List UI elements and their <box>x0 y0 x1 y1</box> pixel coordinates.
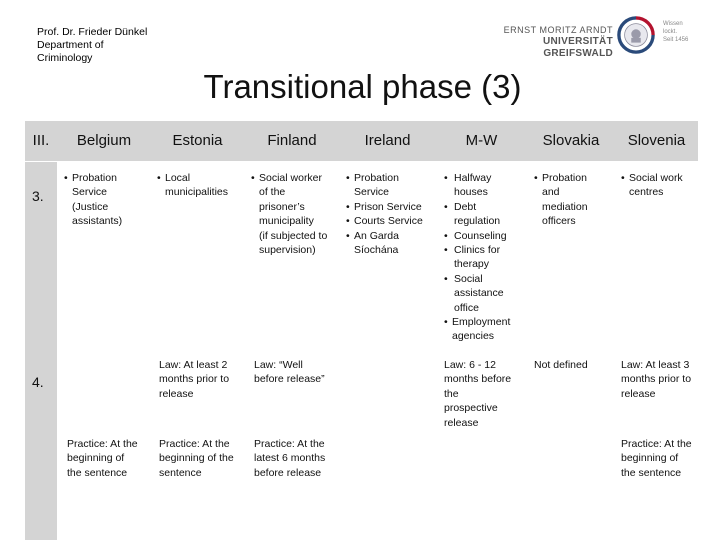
header-ireland: Ireland <box>340 121 435 161</box>
cell-row4-practice-ireland <box>340 432 435 540</box>
university-logo <box>493 16 693 59</box>
cell-row4-law-slovenia: Law: At least 3 months prior to release <box>615 352 698 431</box>
author-unit: Criminology <box>37 52 93 64</box>
logo-motto <box>663 20 688 44</box>
cell-row3-ireland <box>340 162 435 351</box>
university-seal-icon <box>617 16 655 54</box>
list-item: • Courts Service <box>346 214 433 228</box>
cell-row3-slovakia <box>528 162 614 351</box>
list-item: • Clinics for therapy <box>444 243 525 272</box>
cell-row3-estonia <box>151 162 244 351</box>
cell-row4-practice-finland: Practice: At the latest 6 months before release <box>245 432 339 540</box>
row-label-4: 4. <box>32 374 44 390</box>
list-item: • Employment agencies <box>444 315 525 344</box>
row-label-column <box>25 162 57 540</box>
cell-row4-law-slovakia: Not defined <box>528 352 614 431</box>
cell-row4-law-belgium <box>58 352 150 431</box>
logo-line1: ERNST MORITZ ARNDT <box>503 25 613 35</box>
cell-row4-law-finland: Law: “Well before release” <box>245 352 339 431</box>
table-header-row <box>25 121 698 161</box>
list-item: • Probation Service <box>346 171 433 200</box>
list-item: • An Garda Síochána <box>346 229 433 258</box>
list-item: • Social work centres <box>621 171 696 200</box>
logo-motto-line: lockt. <box>663 29 678 35</box>
cell-row4-practice-belgium: Practice: At the beginning of the sentence <box>58 432 150 540</box>
list-item: • Halfway houses <box>444 171 525 200</box>
list-item: • Local municipalities <box>157 171 240 200</box>
logo-wordmark <box>493 24 613 60</box>
cell-row4-practice-mw <box>436 432 527 540</box>
cell-row4-practice-slovakia <box>528 432 614 540</box>
author-block <box>37 26 147 65</box>
cell-row4-practice-estonia: Practice: At the beginning of the sentence <box>151 432 244 540</box>
author-name: Prof. Dr. Frieder Dünkel <box>37 26 148 38</box>
cell-row3-mw <box>436 162 527 351</box>
header-slovenia: Slovenia <box>615 121 698 161</box>
cell-row4-law-ireland <box>340 352 435 431</box>
logo-motto-line: Seit 1456 <box>663 37 689 43</box>
list-item: • Social assistance office <box>444 272 525 315</box>
cell-row4-law-estonia: Law: At least 2 months prior to release <box>151 352 244 431</box>
row-label-3: 3. <box>32 188 44 204</box>
header-corner: III. <box>25 121 57 161</box>
logo-line2: UNIVERSITÄT GREIFSWALD <box>543 36 613 59</box>
cell-row4-law-mw: Law: 6 - 12 months before the prospective release <box>436 352 527 431</box>
list-item: • Counseling <box>444 229 525 243</box>
cell-row3-belgium <box>58 162 150 351</box>
cell-row3-slovenia <box>615 162 698 351</box>
list-item: • Social worker of the prisoner’s municipality (if subjected to supervision) <box>251 171 335 257</box>
cell-row4-practice-slovenia: Practice: At the beginning of the sentence <box>615 432 698 540</box>
list-item: • Prison Service <box>346 200 433 214</box>
header-finland: Finland <box>245 121 339 161</box>
list-item: • Probation and mediation officers <box>534 171 612 229</box>
header-estonia: Estonia <box>151 121 244 161</box>
header-mw: M-W <box>436 121 527 161</box>
author-department: Department of <box>37 39 104 51</box>
logo-motto-line: Wissen <box>663 21 683 27</box>
list-item: • Debt regulation <box>444 200 525 229</box>
slide-title: Transitional phase (3) <box>203 68 522 105</box>
header-slovakia: Slovakia <box>528 121 614 161</box>
cell-row3-finland <box>245 162 339 351</box>
header-belgium: Belgium <box>58 121 150 161</box>
list-item: • Probation Service (Justice assistants) <box>64 171 146 229</box>
